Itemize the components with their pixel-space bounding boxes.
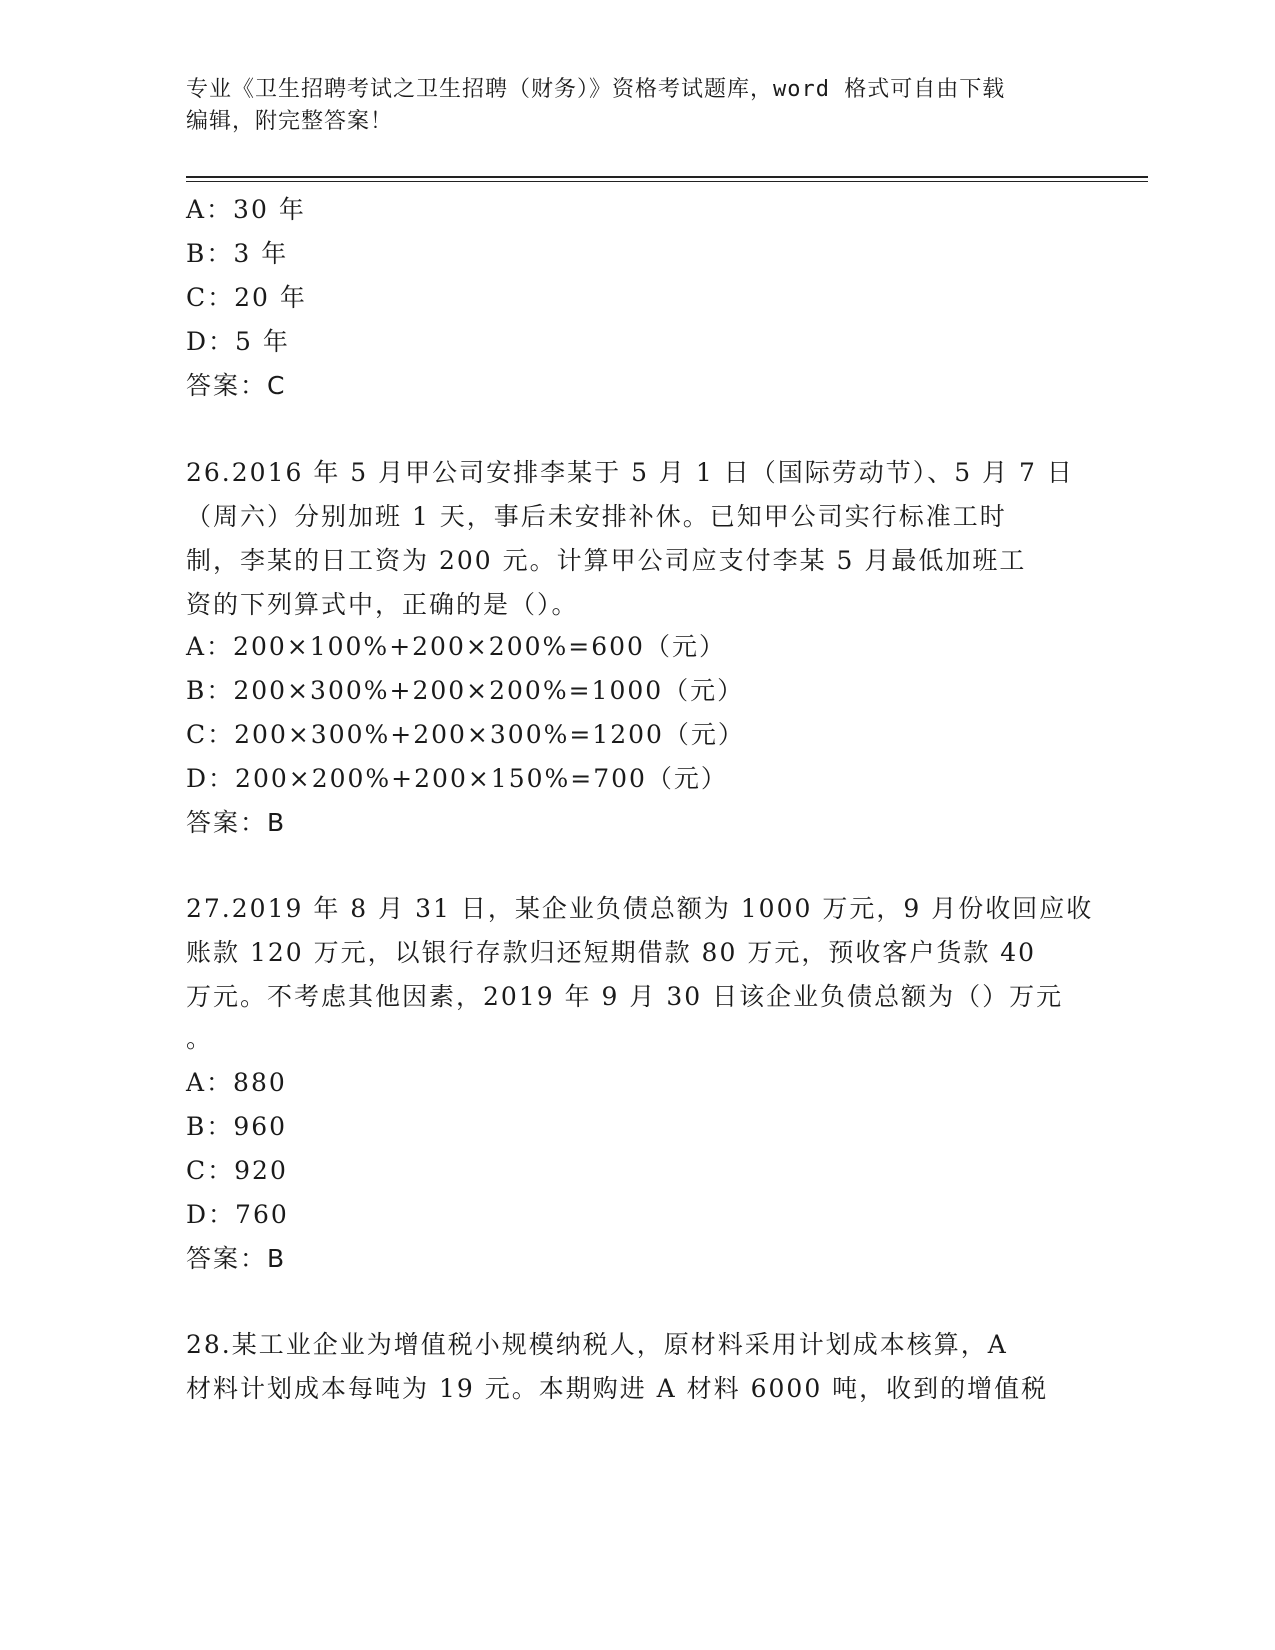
q26-option-c: C：200×300%+200×300%=1200（元）	[186, 720, 745, 749]
q28-stem-line-1: 28.某工业企业为增值税小规模纳税人，原材料采用计划成本核算，A	[186, 1330, 1008, 1359]
q26-stem-line-2: （周六）分别加班 1 天，事后未安排补休。已知甲公司实行标准工时	[186, 502, 1007, 531]
q27-stem-line-4: 。	[186, 1024, 214, 1053]
q27-stem-line-1: 27.2019 年 8 月 31 日，某企业负债总额为 1000 万元，9 月份收回应收	[186, 894, 1094, 923]
q25-option-d: D：5 年	[186, 327, 290, 356]
q26-option-a: A：200×100%+200×200%=600（元）	[186, 632, 726, 661]
q25-option-b: B：3 年	[186, 239, 289, 268]
q26-option-d: D：200×200%+200×150%=700（元）	[186, 764, 728, 793]
q27-option-b: B：960	[186, 1112, 288, 1141]
document-header	[186, 74, 1086, 138]
q26-stem-line-3: 制，李某的日工资为 200 元。计算甲公司应支付李某 5 月最低加班工	[186, 546, 1027, 575]
q26-answer: 答案：B	[186, 808, 287, 837]
q25-option-a: A：30 年	[186, 195, 306, 224]
header-line-1: 专业《卫生招聘考试之卫生招聘（财务）》资格考试题库，word 格式可自由下载	[186, 77, 1006, 102]
header-rule-thin	[186, 181, 1148, 182]
q27-option-d: D：760	[186, 1200, 289, 1229]
q26-stem-line-1: 26.2016 年 5 月甲公司安排李某于 5 月 1 日（国际劳动节）、5 月 7 日	[186, 458, 1074, 487]
q26-option-b: B：200×300%+200×200%=1000（元）	[186, 676, 745, 705]
q28-stem-line-2: 材料计划成本每吨为 19 元。本期购进 A 材料 6000 吨，收到的增值税	[186, 1374, 1049, 1403]
header-rule-thick	[186, 176, 1148, 178]
q27-stem-line-3: 万元。不考虑其他因素，2019 年 9 月 30 日该企业负债总额为（）万元	[186, 982, 1064, 1011]
q27-stem-line-2: 账款 120 万元，以银行存款归还短期借款 80 万元，预收客户货款 40	[186, 938, 1037, 967]
q26-stem-line-4: 资的下列算式中，正确的是（）。	[186, 590, 579, 619]
q25-option-c: C：20 年	[186, 283, 307, 312]
q25-answer: 答案：C	[186, 371, 287, 400]
q27-option-c: C：920	[186, 1156, 288, 1185]
q27-answer: 答案：B	[186, 1244, 287, 1273]
header-line-2: 编辑，附完整答案！	[186, 109, 394, 134]
q27-option-a: A：880	[186, 1068, 287, 1097]
